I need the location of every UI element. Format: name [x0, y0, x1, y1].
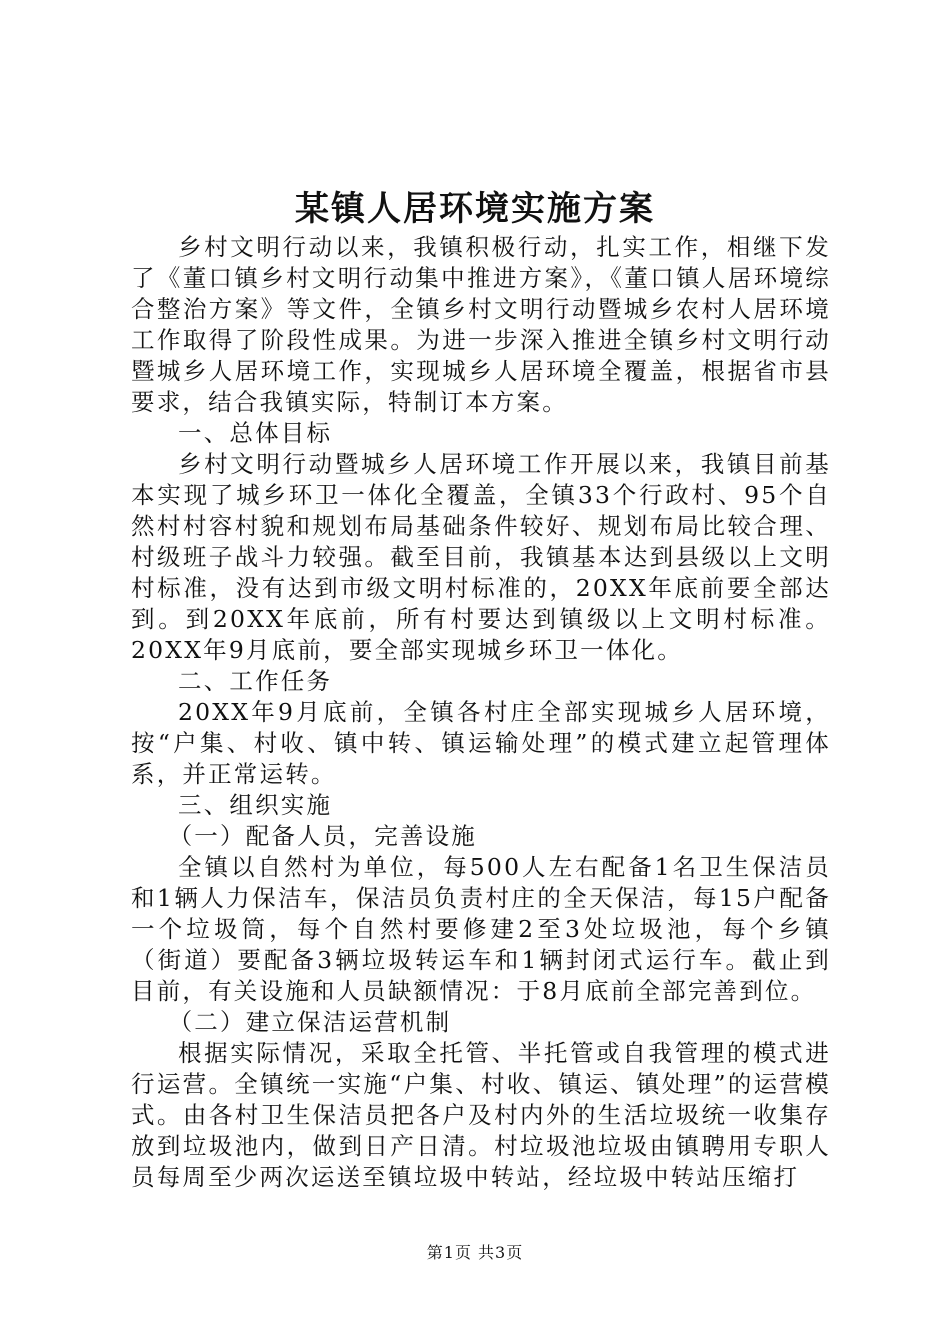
subsection-heading-operations: （二）建立保洁运营机制 — [168, 1008, 452, 1036]
section-heading-overall-goal: 一、总体目标 — [178, 419, 333, 447]
paragraph-intro: 乡村文明行动以来，我镇积极行动，扎实工作，相继下发了《董口镇乡村文明行动集中推进方案》，《董口镇人居环境综合整治方案》等文件，全镇乡村文明行动暨城乡农村人居环境工作取得了阶段性成果。为进一步深入推进全镇乡村文明行动暨城乡人居环境工作，实现城乡人居环境全覆盖，根据省市县要求，结合我镇实际，特制订本方案。 — [131, 233, 831, 416]
paragraph-overall-goal: 乡村文明行动暨城乡人居环境工作开展以来，我镇目前基本实现了城乡环卫一体化全覆盖，全镇33个行政村、95个自然村村容村貌和规划布局基础条件较好、规划布局比较合理、村级班子战斗力较强。截至目前，我镇基本达到县级以上文明村标准，没有达到市级文明村标准的，20XX年底前要全部达到。到20XX年底前，所有村要达到镇级以上文明村标准。20XX年9月底前，要全部实现城乡环卫一体化。 — [131, 450, 831, 664]
document-body — [131, 232, 831, 1193]
section-heading-organization: 三、组织实施 — [178, 791, 333, 819]
paragraph-staffing: 全镇以自然村为单位，每500人左右配备1名卫生保洁员和1辆人力保洁车，保洁员负责村庄的全天保洁，每15户配备一个垃圾筒，每个自然村要修建2至3处垃圾池，每个乡镇（街道）要配备3辆垃圾转运车和1辆封闭式运行车。截止到目前，有关设施和人员缺额情况：于8月底前全部完善到位。 — [131, 853, 831, 1005]
paragraph-operations: 根据实际情况，采取全托管、半托管或自我管理的模式进行运营。全镇统一实施“户集、村收、镇运、镇处理”的运营模式。由各村卫生保洁员把各户及村内外的生活垃圾统一收集存放到垃圾池内，做到日产日清。村垃圾池垃圾由镇聘用专职人员每周至少两次运送至镇垃圾中转站，经垃圾中转站压缩打 — [131, 1039, 831, 1191]
section-heading-work-tasks: 二、工作任务 — [178, 667, 333, 695]
document-title: 某镇人居环境实施方案 — [295, 189, 655, 229]
subsection-heading-staffing: （一）配备人员，完善设施 — [168, 822, 477, 850]
paragraph-work-tasks: 20XX年9月底前，全镇各村庄全部实现城乡人居环境，按“户集、村收、镇中转、镇运输处理”的模式建立起管理体系，并正常运转。 — [131, 698, 831, 788]
page-number-footer: 第1页 共3页 — [426, 1243, 524, 1262]
